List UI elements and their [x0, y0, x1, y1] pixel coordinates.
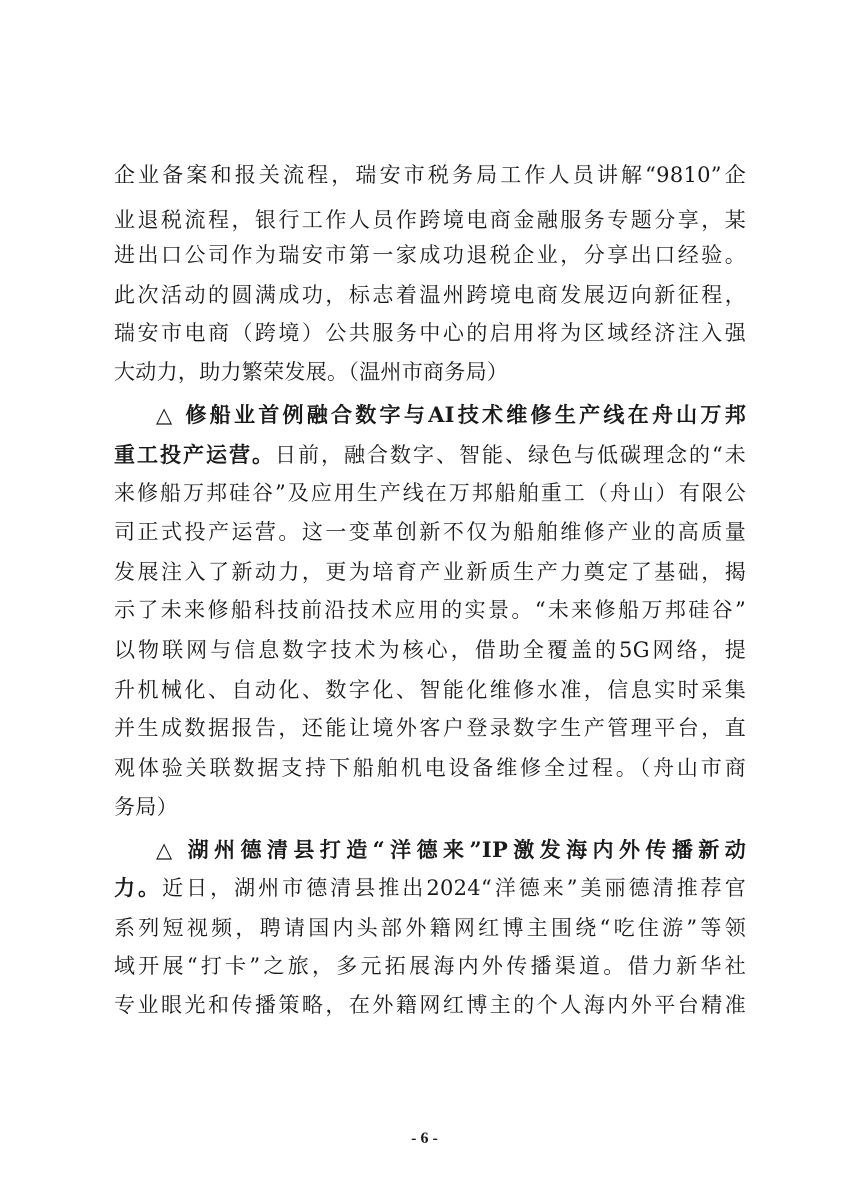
paragraph-line: 业退税流程，银行工作人员作跨境电商金融服务专题分享，某	[114, 208, 746, 232]
paragraph-line: 并生成数据报告，还能让境外客户登录数字生产管理平台，直	[114, 716, 746, 740]
section-heading	[156, 395, 746, 435]
paragraph-text: 日前，融合数字、智能、绿色与低碳理念的“未	[275, 443, 746, 467]
section-title-end: 力。	[114, 875, 163, 900]
paragraph-line: 发展注入了新动力，更为培育产业新质生产力奠定了基础，揭	[114, 560, 746, 584]
section-title: 湖州德清县打造“洋德来”IP激发海内外传播新动	[187, 837, 747, 862]
paragraph-line: 司正式投产运营。这一变革创新不仅为船舶维修产业的高质量	[114, 520, 746, 544]
paragraph-line	[114, 435, 746, 475]
paragraph-line: 系列短视频，聘请国内头部外籍网红博主围绕“吃住游”等领	[114, 916, 746, 940]
triangle-marker-icon: △	[156, 402, 176, 427]
paragraph-line: 务局）	[114, 795, 178, 819]
paragraph-line	[114, 868, 746, 908]
paragraph-line: 以物联网与信息数字技术为核心，借助全覆盖的5G网络，提	[114, 638, 746, 662]
paragraph-line: 域开展“打卡”之旅，多元拓展海内外传播渠道。借力新华社	[114, 954, 746, 978]
page-number: - 6 -	[411, 1130, 438, 1147]
section-title: 修船业首例融合数字与AI技术维修生产线在舟山万邦	[185, 402, 746, 427]
paragraph-line: 专业眼光和传播策略，在外籍网红博主的个人海内外平台精准	[114, 993, 746, 1017]
paragraph-line: 观体验关联数据支持下船舶机电设备维修全过程。（舟山市商	[114, 756, 746, 780]
paragraph-text: 近日，湖州市德清县推出2024“洋德来”美丽德清推荐官	[162, 876, 747, 900]
triangle-marker-icon: △	[156, 837, 178, 862]
paragraph-line: 企业备案和报关流程，瑞安市税务局工作人员讲解“9810”企	[114, 163, 746, 187]
section-title-end: 重工投产运营。	[114, 442, 275, 467]
paragraph-line: 瑞安市电商（跨境）公共服务中心的启用将为区域经济注入强	[114, 321, 746, 345]
paragraph-line: 此次活动的圆满成功，标志着温州跨境电商发展迈向新征程，	[114, 283, 746, 307]
paragraph-line: 示了未来修船科技前沿技术应用的实景。“未来修船万邦硅谷”	[114, 598, 746, 622]
paragraph-line: 进出口公司作为瑞安市第一家成功退税企业，分享出口经验。	[114, 243, 746, 267]
paragraph-line: 升机械化、自动化、数字化、智能化维修水准，信息实时采集	[114, 678, 746, 702]
paragraph-line: 来修船万邦硅谷”及应用生产线在万邦船舶重工（舟山）有限公	[114, 481, 746, 505]
section-heading	[156, 830, 746, 870]
paragraph-line: 大动力，助力繁荣发展。（温州市商务局）	[114, 360, 509, 384]
